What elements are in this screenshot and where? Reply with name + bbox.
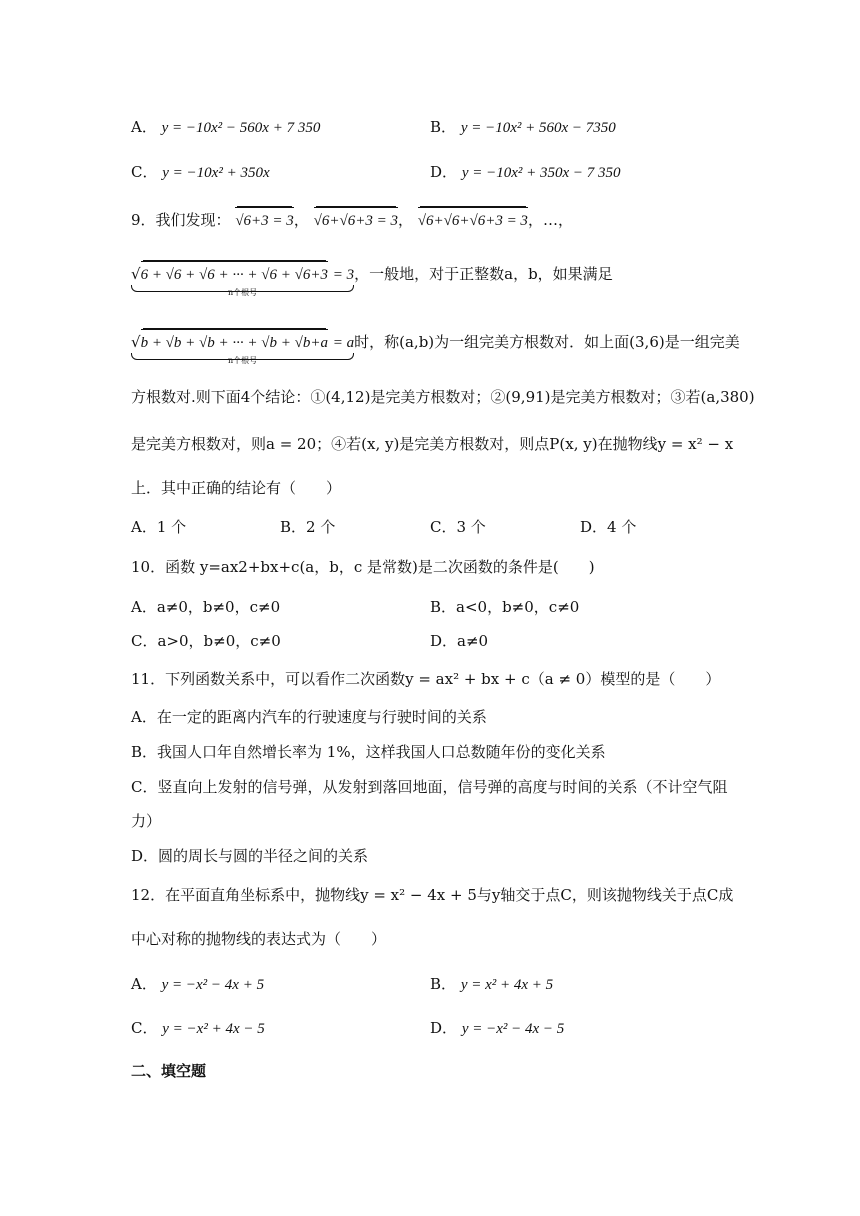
q9-text2: 时，称(a,b)为一组完美方根数对．如上面(3,6)是一组完美	[354, 333, 740, 351]
q11-option-b: B．我国人口年自然增长率为 1%，这样我国人口总数随年份的变化关系	[131, 743, 606, 761]
q9-nested-root-1: √6 + √6 + √6 + ··· + √6 + √6+3 = 3 n个根号	[131, 261, 354, 286]
q9-line-1: 9．我们发现： √6+3 = 3， √6+√6+3 = 3， √6+√6+√6+3 = 3，…，	[131, 207, 573, 232]
q8-option-b-expr: y = −10x² + 560x − 7350	[460, 120, 616, 136]
q9-text3: 方根数对.则下面4个结论：①(4,12)是完美方根数对；②(9,91)是完美方根数对；③若(a,380)	[131, 388, 755, 406]
q9-intro: 9．我们发现：	[131, 211, 231, 229]
q12-option-b: B． y = x² + 4x + 5	[430, 975, 554, 993]
q9-text4: 是完美方根数对，则a = 20；④若(x, y)是完美方根数对，则点P(x, y)在抛物线y = x² − x	[131, 435, 734, 453]
q9-nested2-label: n个根号	[227, 356, 258, 365]
q9-text1: ，一般地，对于正整数a，b，如果满足	[354, 265, 613, 283]
q11-stem: 11．下列函数关系中，可以看作二次函数y = ax² + bx + c（a ≠ 0）模型的是（ ）	[131, 670, 721, 688]
q10-option-c: C．a>0，b≠0，c≠0	[131, 632, 281, 650]
q10-option-b: B．a<0，b≠0，c≠0	[430, 598, 580, 616]
q8-option-a: A． y = −10x² − 560x + 7 350	[131, 118, 321, 136]
q9-eq3: √6+√6+√6+3 = 3	[418, 207, 528, 232]
q9-nested-root-2: √b + √b + √b + ··· + √b + √b+a = a n个根号	[131, 329, 354, 354]
q10-stem: 10．函数 y=ax2+bx+c(a，b，c 是常数)是二次函数的条件是( )	[131, 558, 595, 576]
section-fill-in-blank: 二、填空题	[131, 1062, 207, 1080]
q9-line-3	[131, 329, 740, 365]
q8-option-a-expr: y = −10x² − 560x + 7 350	[161, 120, 321, 136]
q8-option-d: D． y = −10x² + 350x − 7 350	[430, 163, 621, 181]
q12-stem-1: 12．在平面直角坐标系中，抛物线y = x² − 4x + 5与y轴交于点C，则该抛物线关于点C成	[131, 886, 734, 904]
q11-option-c-cont: 力）	[131, 812, 162, 830]
q9-option-c: C．3 个	[430, 518, 486, 536]
q11-option-a: A．在一定的距离内汽车的行驶速度与行驶时间的关系	[131, 708, 487, 726]
q9-eq1: √6+3 = 3	[235, 207, 293, 232]
q8-option-b: B． y = −10x² + 560x − 7350	[430, 118, 616, 136]
q9-option-a: A．1 个	[131, 518, 187, 536]
q12-option-a: A． y = −x² − 4x + 5	[131, 975, 265, 993]
q9-line-2	[131, 261, 613, 297]
q12-option-d: D． y = −x² − 4x − 5	[430, 1019, 565, 1037]
q8-option-d-expr: y = −10x² + 350x − 7 350	[461, 165, 621, 181]
q12-option-c: C． y = −x² + 4x − 5	[131, 1019, 265, 1037]
q9-text5: 上．其中正确的结论有（ ）	[131, 479, 342, 497]
q10-option-d: D．a≠0	[430, 632, 489, 650]
q8-option-c: C． y = −10x² + 350x	[131, 163, 270, 181]
q10-option-a: A．a≠0，b≠0，c≠0	[131, 598, 281, 616]
q12-stem-2: 中心对称的抛物线的表达式为（ ）	[131, 930, 387, 948]
q9-option-d: D．4 个	[580, 518, 637, 536]
q9-nested1-label: n个根号	[227, 288, 258, 297]
q11-option-c: C．竖直向上发射的信号弹，从发射到落回地面，信号弹的高度与时间的关系（不计空气阻	[131, 778, 728, 796]
q9-eq2: √6+√6+3 = 3	[314, 207, 398, 232]
q9-option-b: B．2 个	[280, 518, 336, 536]
q8-option-c-expr: y = −10x² + 350x	[162, 165, 270, 181]
q11-option-d: D．圆的周长与圆的半径之间的关系	[131, 847, 369, 865]
